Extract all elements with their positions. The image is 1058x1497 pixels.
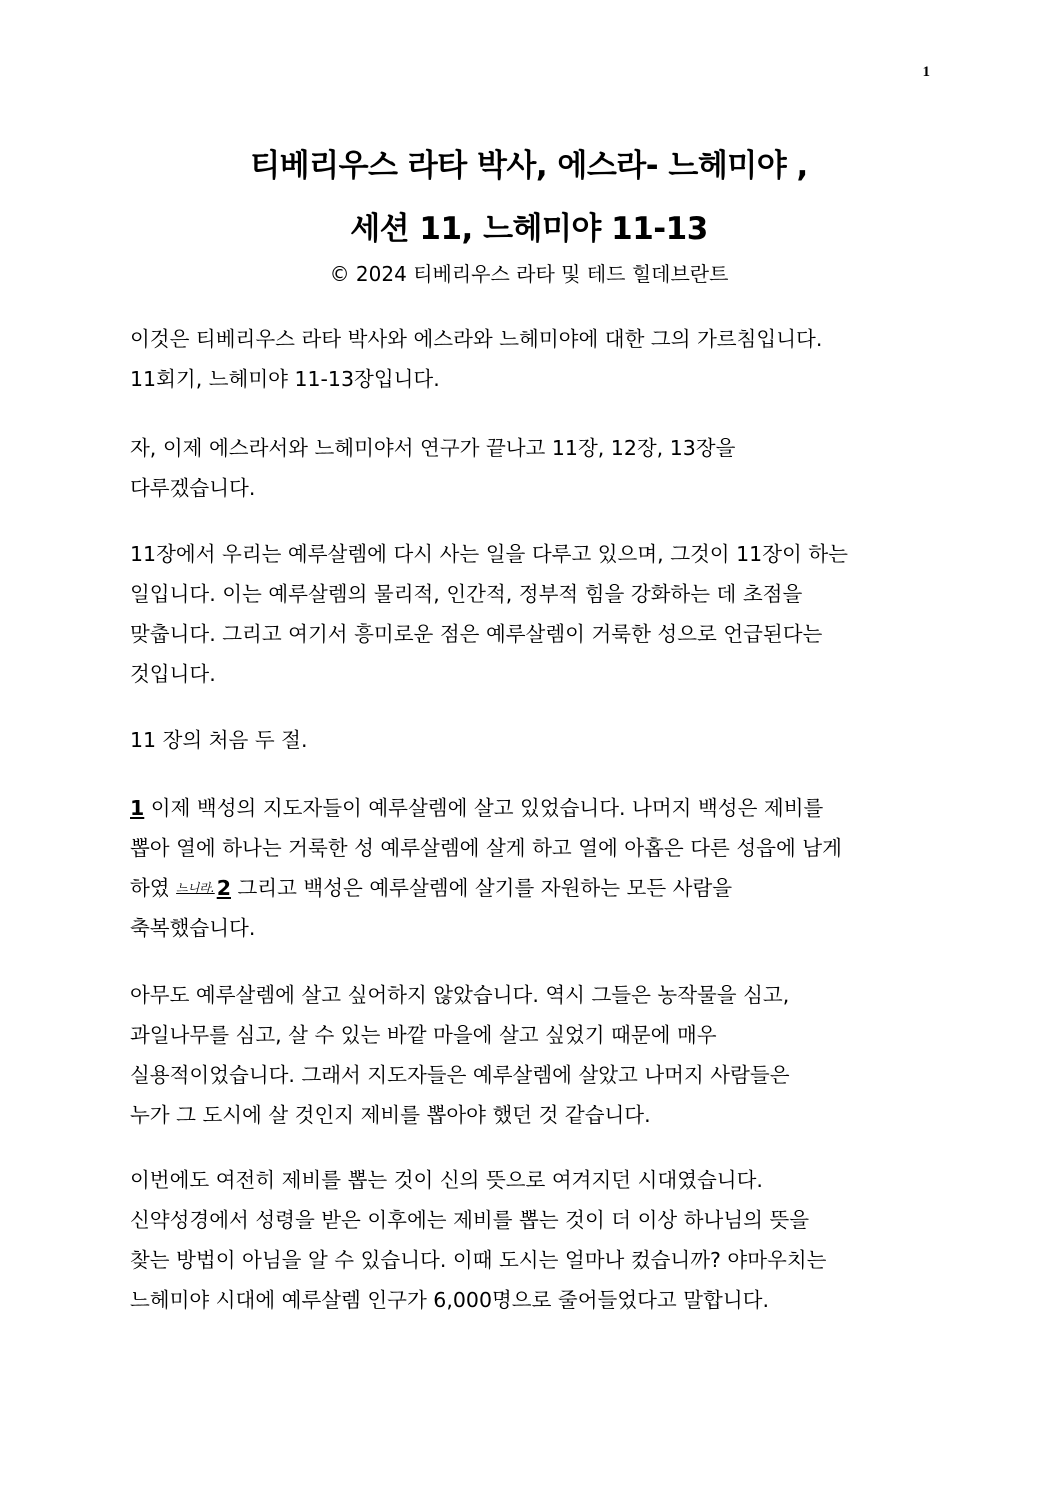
scripture-quote (130, 788, 842, 948)
paragraph-1 (130, 428, 735, 508)
intro-line: 11회기, 느헤미야 11-13장입니다. (130, 367, 440, 391)
verse-text: 하였 (130, 876, 177, 900)
verse-number: 1 (130, 796, 145, 820)
scripture-line: 뽑아 열에 하나는 거룩한 성 예루살렘에 살게 하고 열에 아홉은 다른 성읍에 남게 (130, 836, 842, 860)
paragraph-line: 느헤미야 시대에 예루살렘 인구가 6,000명으로 줄어들었다고 말합니다. (130, 1288, 769, 1312)
paragraph-line: 11 장의 처음 두 절. (130, 728, 308, 752)
scripture-line (130, 868, 842, 908)
paragraph-3 (130, 720, 308, 760)
verse-text: 이제 백성의 지도자들이 예루살렘에 살고 있었습니다. 나머지 백성은 제비를 (144, 796, 824, 820)
verse-number: 2 (216, 876, 231, 900)
paragraph-line: 다루겠습니다. (130, 476, 256, 500)
paragraph-line: 11장에서 우리는 예루살렘에 다시 사는 일을 다루고 있으며, 그것이 11장이 하는 (130, 542, 848, 566)
paragraph-line: 맞춥니다. 그리고 여기서 흥미로운 점은 예루살렘이 거룩한 성으로 언급된다는 (130, 622, 823, 646)
paragraph-line: 이번에도 여전히 제비를 뽑는 것이 신의 뜻으로 여겨지던 시대였습니다. (130, 1168, 763, 1192)
page-title: 티베리우스 라타 박사, 에스라- 느헤미야 , (250, 148, 808, 184)
verse-text: 그리고 백성은 예루살렘에 살기를 자원하는 모든 사람을 (230, 876, 733, 900)
paragraph-line: 신약성경에서 성령을 받은 이후에는 제비를 뽑는 것이 더 이상 하나님의 뜻을 (130, 1208, 810, 1232)
intro-line: 이것은 티베리우스 라타 박사와 에스라와 느헤미야에 대한 그의 가르침입니다. (130, 327, 823, 351)
paragraph-line: 자, 이제 에스라서와 느헤미야서 연구가 끝나고 11장, 12장, 13장을 (130, 436, 736, 460)
scripture-line (130, 788, 842, 828)
paragraph-line: 과일나무를 심고, 살 수 있는 바깥 마을에 살고 싶었기 때문에 매우 (130, 1023, 717, 1047)
verse-note: 느니라. (176, 881, 215, 895)
paragraph-line: 일입니다. 이는 예루살렘의 물리적, 인간적, 정부적 힘을 강화하는 데 초점을 (130, 582, 803, 606)
page-number: 1 (922, 64, 930, 80)
paragraph-2 (130, 534, 848, 694)
copyright-line: © 2024 티베리우스 라타 및 테드 힐데브란트 (329, 262, 729, 286)
page-subtitle: 세션 11, 느헤미야 11-13 (350, 211, 708, 247)
paragraph-line: 것입니다. (130, 662, 216, 686)
paragraph-line: 아무도 예루살렘에 살고 싶어하지 않았습니다. 역시 그들은 농작물을 심고, (130, 983, 790, 1007)
paragraph-line: 실용적이었습니다. 그래서 지도자들은 예루살렘에 살았고 나머지 사람들은 (130, 1063, 790, 1087)
paragraph-line: 누가 그 도시에 살 것인지 제비를 뽑아야 했던 것 같습니다. (130, 1103, 651, 1127)
paragraph-line: 찾는 방법이 아님을 알 수 있습니다. 이때 도시는 얼마나 컸습니까? 야마우치는 (130, 1248, 827, 1272)
paragraph-4 (130, 975, 790, 1135)
intro-paragraph (130, 319, 822, 399)
scripture-line: 축복했습니다. (130, 916, 256, 940)
paragraph-5 (130, 1160, 826, 1320)
